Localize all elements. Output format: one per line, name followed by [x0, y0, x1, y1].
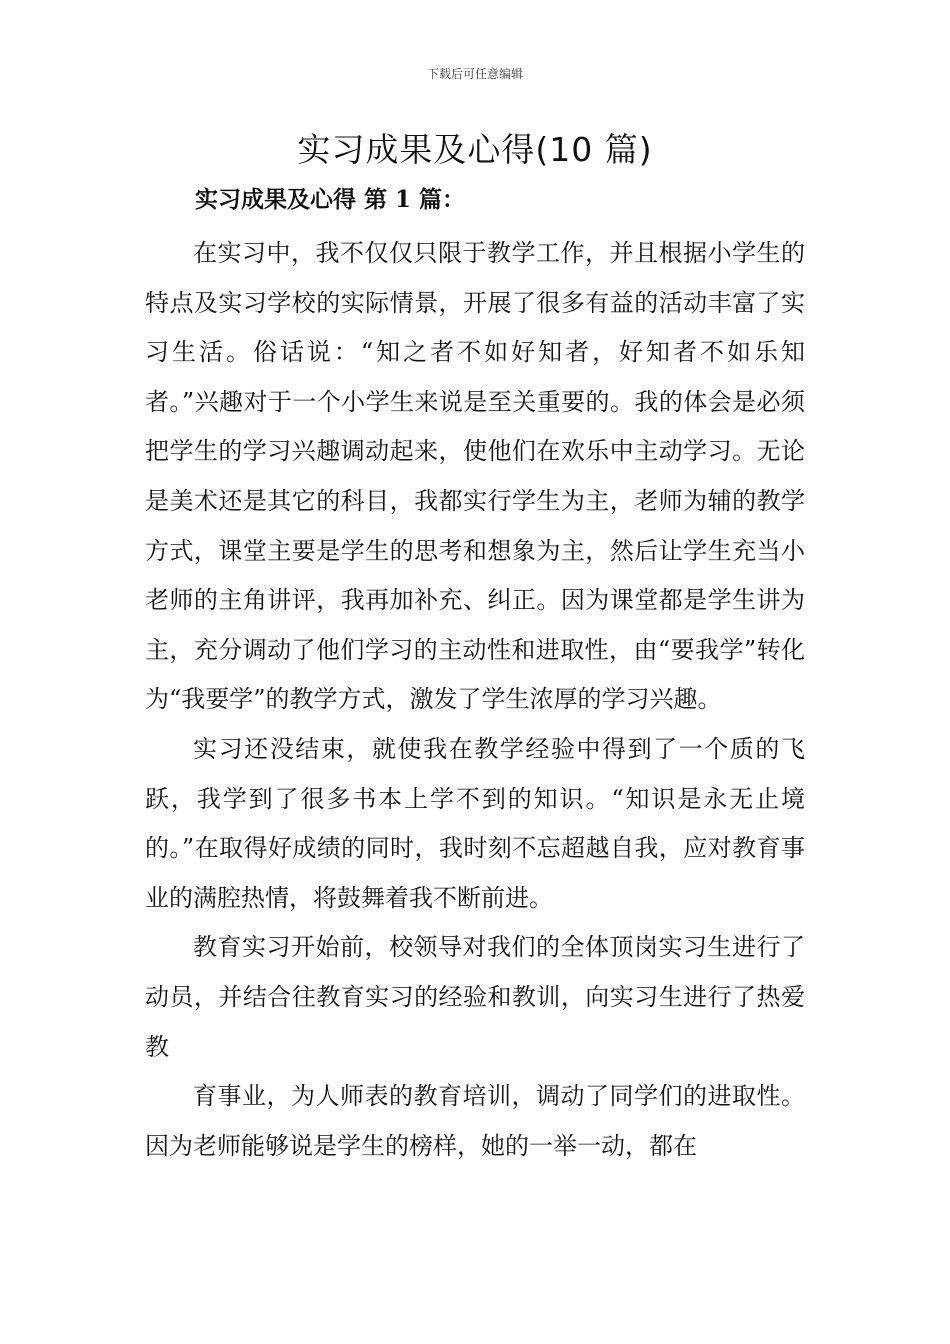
header-note: 下载后可任意编辑 [426, 67, 523, 81]
body-text [145, 229, 805, 1171]
paragraph-2: 实习还没结束，就使我在教学经验中得到了一个质的飞跃，我学到了很多书本上学不到的知识。“知识是永无止境的。”在取得好成绩的同时，我时刻不忘超越自我，应对教育事业的满腔热情，将鼓舞着我不断前进。 [145, 734, 805, 912]
document-title: 实习成果及心得(10 篇) [297, 130, 653, 169]
paragraph-1: 在实习中，我不仅仅只限于教学工作，并且根据小学生的特点及实习学校的实际情景，开展了很多有益的活动丰富了实习生活。俗话说：“知之者不如好知者，好知者不如乐知者。”兴趣对于一个小学生来说是至关重要的。我的体会是必须把学生的学习兴趣调动起来，使他们在欢乐中主动学习。无论是美术还是其它的科目，我都实行学生为主，老师为辅的教学方式，课堂主要是学生的思考和想象为主，然后让学生充当小老师的主角讲评，我再加补充、纠正。因为课堂都是学生讲为主，充分调动了他们学习的主动性和进取性，由“要我学”转化为“我要学”的教学方式，激发了学生浓厚的学习兴趣。 [145, 239, 805, 714]
paragraph-3: 教育实习开始前，校领导对我们的全体顶岗实习生进行了动员，并结合往教育实习的经验和教训，向实习生进行了热爱教 [145, 933, 805, 1061]
section-heading: 实习成果及心得 第 1 篇： [195, 186, 466, 213]
paragraph-4: 育事业，为人师表的教育培训，调动了同学们的进取性。因为老师能够说是学生的榜样，她的一举一动，都在 [145, 1082, 805, 1160]
